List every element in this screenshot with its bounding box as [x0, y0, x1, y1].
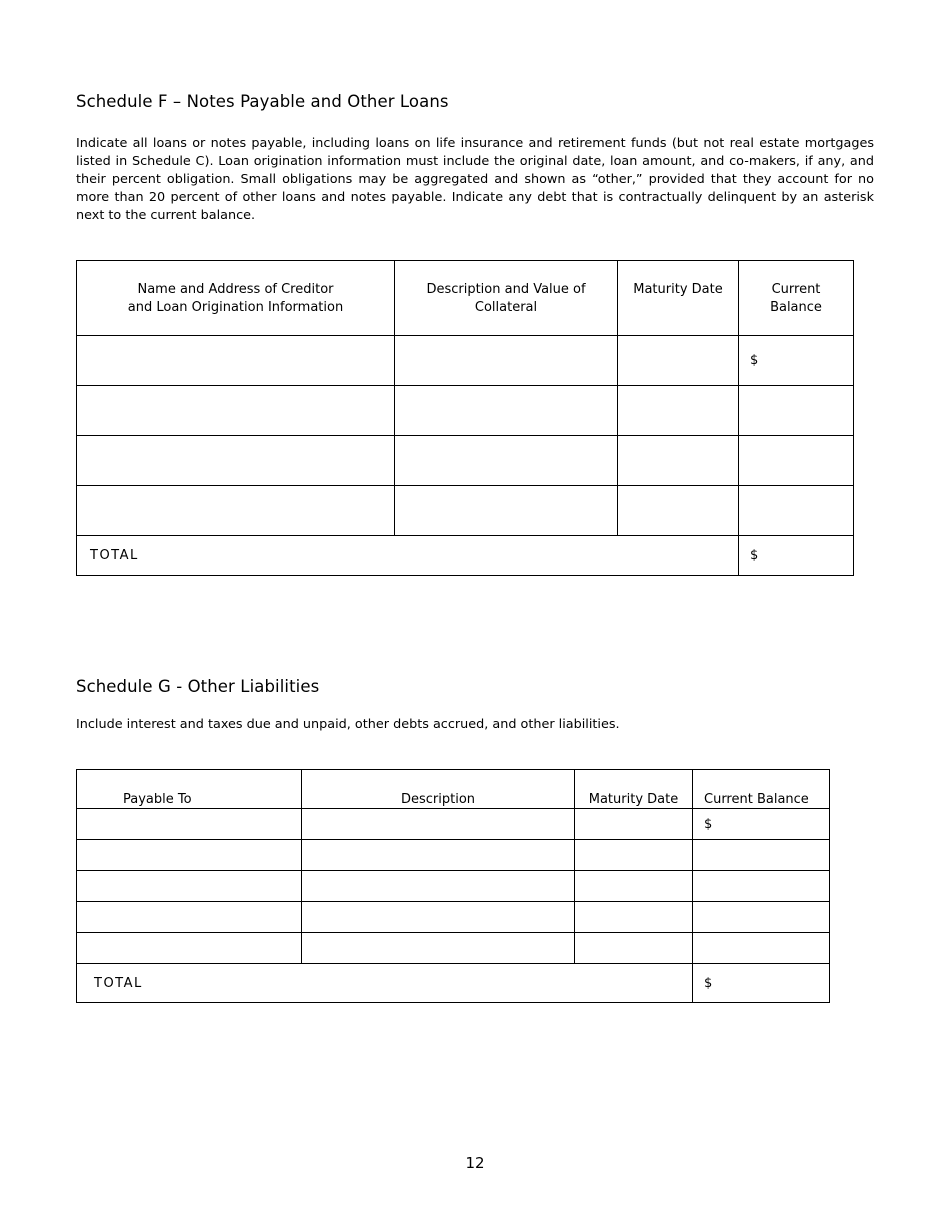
- header-creditor: [77, 261, 395, 336]
- schedule-g-row: [77, 840, 830, 871]
- currency-symbol: $: [750, 353, 759, 368]
- header-balance: [693, 770, 830, 809]
- balance-cell[interactable]: [739, 386, 854, 436]
- schedule-f-title: Schedule F – Notes Payable and Other Loans: [76, 92, 449, 111]
- balance-cell[interactable]: [739, 486, 854, 536]
- description-cell[interactable]: [302, 933, 575, 964]
- balance-cell[interactable]: [739, 436, 854, 486]
- description-cell[interactable]: [302, 871, 575, 902]
- schedule-g-instructions: Include interest and taxes due and unpaid, other debts accrued, and other liabilities.: [76, 717, 620, 732]
- creditor-cell[interactable]: [77, 386, 395, 436]
- header-balance: [739, 261, 854, 336]
- header-maturity-label: Maturity Date: [588, 792, 679, 807]
- total-label: TOTAL: [77, 964, 693, 1003]
- description-cell[interactable]: [302, 840, 575, 871]
- header-maturity-label: Maturity Date: [633, 282, 723, 297]
- balance-cell[interactable]: [693, 840, 830, 871]
- page-number: 12: [465, 1154, 485, 1172]
- header-collateral-line2: Collateral: [474, 300, 538, 315]
- header-description-label: Description: [400, 792, 476, 807]
- schedule-f-row: [77, 436, 854, 486]
- collateral-cell[interactable]: [395, 436, 618, 486]
- schedule-f-row: [77, 486, 854, 536]
- header-maturity: [575, 770, 693, 809]
- maturity-cell[interactable]: [618, 386, 739, 436]
- header-balance-line2: Balance: [770, 300, 822, 315]
- total-balance-cell[interactable]: [693, 964, 830, 1003]
- header-payable-to: [77, 770, 302, 809]
- total-label: TOTAL: [77, 536, 739, 576]
- header-payable-to-label: Payable To: [123, 792, 192, 807]
- schedule-g-row: [77, 902, 830, 933]
- description-cell[interactable]: [302, 902, 575, 933]
- header-balance-line1: Current: [771, 282, 821, 297]
- schedule-f-table: [76, 260, 854, 576]
- creditor-cell[interactable]: [77, 486, 395, 536]
- creditor-cell[interactable]: [77, 436, 395, 486]
- maturity-cell[interactable]: [575, 840, 693, 871]
- header-description: [302, 770, 575, 809]
- payable-to-cell[interactable]: [77, 809, 302, 840]
- balance-cell[interactable]: [693, 871, 830, 902]
- schedule-g-title: Schedule G - Other Liabilities: [76, 677, 320, 696]
- total-balance-cell[interactable]: [739, 536, 854, 576]
- collateral-cell[interactable]: [395, 386, 618, 436]
- total-currency-symbol: $: [750, 548, 759, 563]
- creditor-cell[interactable]: [77, 336, 395, 386]
- maturity-cell[interactable]: [575, 809, 693, 840]
- schedule-g-total-row: [77, 964, 830, 1003]
- schedule-g-row: [77, 809, 830, 840]
- maturity-cell[interactable]: [618, 336, 739, 386]
- maturity-cell[interactable]: [575, 933, 693, 964]
- schedule-f-instructions: Indicate all loans or notes payable, including loans on life insurance and retirement funds (but not real estate mortgages listed in Schedule C). Loan origination information must include the original date, loan amount, and co-makers, if any, and their percent obligation. Small obligations may be aggregated and shown as “other,” provided that they account for no more than 20 percent of other loans and notes payable. Indicate any debt that is contractually delinquent by an asterisk next to the current balance.: [76, 136, 874, 223]
- schedule-g-table: [76, 769, 830, 1003]
- payable-to-cell[interactable]: [77, 840, 302, 871]
- balance-cell[interactable]: [693, 809, 830, 840]
- currency-symbol: $: [704, 816, 713, 832]
- collateral-cell[interactable]: [395, 486, 618, 536]
- total-currency-symbol: $: [704, 975, 713, 991]
- header-maturity: [618, 261, 739, 336]
- schedule-f-row: [77, 336, 854, 386]
- header-creditor-line2: and Loan Origination Information: [127, 300, 344, 315]
- header-collateral-line1: Description and Value of: [426, 282, 586, 297]
- header-balance-label: Current Balance: [704, 792, 809, 807]
- collateral-cell[interactable]: [395, 336, 618, 386]
- balance-cell[interactable]: [739, 336, 854, 386]
- header-creditor-line1: Name and Address of Creditor: [137, 282, 334, 297]
- payable-to-cell[interactable]: [77, 871, 302, 902]
- schedule-f-total-row: [77, 536, 854, 576]
- schedule-g-header-row: [77, 770, 830, 809]
- payable-to-cell[interactable]: [77, 902, 302, 933]
- schedule-f-header-row: [77, 261, 854, 336]
- schedule-g-row: [77, 933, 830, 964]
- maturity-cell[interactable]: [575, 871, 693, 902]
- maturity-cell[interactable]: [618, 436, 739, 486]
- balance-cell[interactable]: [693, 902, 830, 933]
- schedule-f-row: [77, 386, 854, 436]
- balance-cell[interactable]: [693, 933, 830, 964]
- schedule-g-row: [77, 871, 830, 902]
- payable-to-cell[interactable]: [77, 933, 302, 964]
- description-cell[interactable]: [302, 809, 575, 840]
- maturity-cell[interactable]: [575, 902, 693, 933]
- maturity-cell[interactable]: [618, 486, 739, 536]
- header-collateral: [395, 261, 618, 336]
